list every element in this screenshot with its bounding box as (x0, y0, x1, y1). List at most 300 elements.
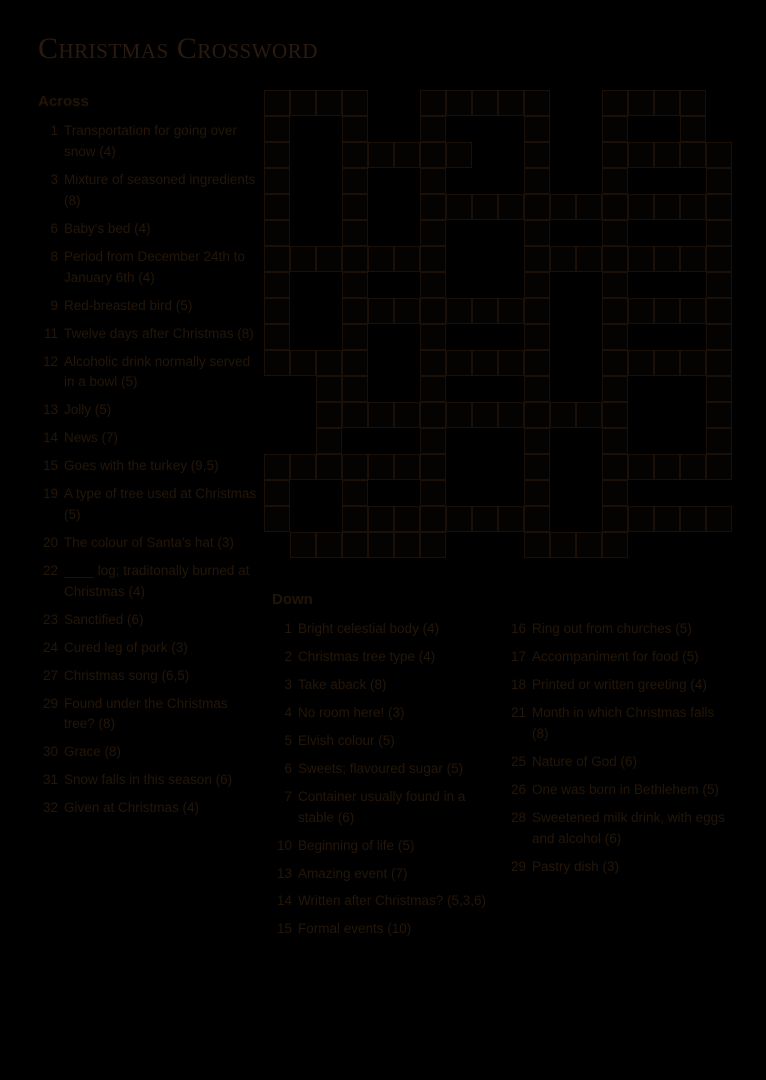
grid-cell[interactable] (264, 194, 290, 220)
grid-cell[interactable] (706, 168, 732, 194)
clue-number: 5 (284, 732, 292, 748)
grid-cell[interactable] (524, 142, 550, 168)
grid-cell[interactable] (628, 350, 654, 376)
grid-cell[interactable] (680, 454, 706, 480)
down-clue-list-2 (506, 619, 732, 877)
clue-item[interactable] (38, 533, 260, 554)
clue-text: Written after Christmas? (5,3,6) (298, 893, 487, 909)
grid-cell[interactable] (264, 350, 290, 376)
clue-number: 22 (42, 562, 58, 578)
grid-cell[interactable] (524, 506, 550, 532)
clue-text: Bright celestial body (4) (298, 621, 440, 637)
grid-cell[interactable] (420, 532, 446, 558)
grid-cell[interactable] (472, 194, 498, 220)
grid-cell[interactable] (602, 246, 628, 272)
grid-cell[interactable] (342, 350, 368, 376)
grid-cell[interactable] (290, 350, 316, 376)
grid-cell[interactable] (654, 506, 680, 532)
clue-number: 28 (510, 809, 526, 825)
grid-cell[interactable] (654, 298, 680, 324)
clue-text: Ring out from churches (5) (532, 621, 692, 637)
grid-cell[interactable] (602, 272, 628, 298)
grid-cell[interactable] (420, 194, 446, 220)
clue-number: 10 (276, 837, 292, 853)
clue-item[interactable] (272, 787, 494, 829)
clue-number: 27 (42, 667, 58, 683)
grid-cell[interactable] (602, 428, 628, 454)
clue-number: 7 (284, 788, 292, 804)
grid-cell[interactable] (576, 246, 602, 272)
clue-item[interactable] (38, 456, 260, 477)
grid-cell[interactable] (420, 428, 446, 454)
grid-cell[interactable] (446, 90, 472, 116)
grid-cell[interactable] (498, 350, 524, 376)
grid-cell[interactable] (420, 116, 446, 142)
clue-text: Transportation for going over snow (4) (64, 123, 237, 160)
grid-cell[interactable] (706, 428, 732, 454)
grid-cell[interactable] (446, 402, 472, 428)
clue-text: Sweetened milk drink, with eggs and alcohol (6) (532, 809, 725, 846)
grid-cell[interactable] (706, 272, 732, 298)
clue-item[interactable] (38, 247, 260, 289)
grid-cell[interactable] (550, 402, 576, 428)
grid-cell[interactable] (524, 454, 550, 480)
grid-cell[interactable] (342, 506, 368, 532)
down-clue-list-1 (272, 619, 494, 940)
grid-cell[interactable] (264, 142, 290, 168)
grid-cell[interactable] (602, 532, 628, 558)
grid-cell[interactable] (420, 376, 446, 402)
clue-text: Pastry dish (3) (532, 858, 620, 874)
grid-cell[interactable] (316, 376, 342, 402)
clue-text: Mixture of seasoned ingredients (8) (64, 172, 256, 209)
clue-number: 13 (276, 865, 292, 881)
grid-cell[interactable] (316, 454, 342, 480)
grid-cell[interactable] (498, 194, 524, 220)
grid-cell[interactable] (498, 298, 524, 324)
grid-cell[interactable] (472, 402, 498, 428)
grid-cell[interactable] (420, 168, 446, 194)
grid-cell[interactable] (524, 324, 550, 350)
clue-number: 30 (42, 744, 58, 760)
grid-cell[interactable] (680, 298, 706, 324)
clue-item[interactable] (272, 864, 494, 885)
grid-cell[interactable] (602, 324, 628, 350)
grid-cell[interactable] (420, 298, 446, 324)
grid-cell[interactable] (472, 506, 498, 532)
grid-cell[interactable] (550, 246, 576, 272)
grid-cell[interactable] (602, 194, 628, 220)
grid-cell[interactable] (680, 506, 706, 532)
grid-cell[interactable] (680, 350, 706, 376)
grid-cell[interactable] (342, 90, 368, 116)
clue-item[interactable] (38, 121, 260, 163)
clue-item[interactable] (506, 647, 732, 668)
clue-item[interactable] (506, 703, 732, 745)
clue-number: 21 (510, 705, 526, 721)
grid-cell[interactable] (368, 142, 394, 168)
grid-cell[interactable] (472, 90, 498, 116)
clue-text: Twelve days after Christmas (8) (64, 325, 254, 341)
grid-cell[interactable] (680, 90, 706, 116)
clue-item[interactable] (506, 857, 732, 878)
grid-cell[interactable] (498, 506, 524, 532)
grid-cell[interactable] (264, 480, 290, 506)
clue-item[interactable] (38, 638, 260, 659)
grid-cell[interactable] (602, 506, 628, 532)
clue-number: 15 (42, 458, 58, 474)
grid-cell[interactable] (342, 480, 368, 506)
clue-number: 3 (284, 677, 292, 693)
clue-item[interactable] (506, 808, 732, 850)
grid-cell[interactable] (602, 402, 628, 428)
clue-item[interactable] (38, 694, 260, 736)
grid-cell[interactable] (394, 506, 420, 532)
clue-text: Accompaniment for food (5) (532, 649, 699, 665)
grid-cell[interactable] (524, 272, 550, 298)
clue-item[interactable] (38, 484, 260, 526)
grid-cell[interactable] (342, 168, 368, 194)
grid-cell[interactable] (420, 350, 446, 376)
grid-cell[interactable] (342, 246, 368, 272)
grid-cell[interactable] (342, 142, 368, 168)
grid-cell[interactable] (446, 142, 472, 168)
clue-number: 32 (42, 800, 58, 816)
clue-number: 14 (42, 430, 58, 446)
grid-cell[interactable] (420, 272, 446, 298)
grid-cell[interactable] (524, 298, 550, 324)
clue-number: 6 (284, 760, 292, 776)
grid-cell[interactable] (628, 454, 654, 480)
clue-text: One was born in Bethlehem (5) (532, 781, 719, 797)
clue-item[interactable] (38, 610, 260, 631)
grid-cell[interactable] (342, 272, 368, 298)
clue-item[interactable] (38, 770, 260, 791)
clue-number: 9 (50, 297, 58, 313)
clue-text: Red-breasted bird (5) (64, 297, 193, 313)
grid-cell[interactable] (524, 532, 550, 558)
clue-number: 17 (510, 649, 526, 665)
clue-number: 29 (42, 695, 58, 711)
clue-text: Take aback (8) (298, 677, 387, 693)
grid-cell[interactable] (316, 532, 342, 558)
clue-number: 14 (276, 893, 292, 909)
clue-text: The colour of Santa's hat (3) (64, 535, 234, 550)
grid-cell[interactable] (524, 168, 550, 194)
grid-cell[interactable] (628, 194, 654, 220)
grid-cell[interactable] (524, 246, 550, 272)
across-heading: Across (38, 93, 89, 110)
grid-cell[interactable] (342, 324, 368, 350)
grid-cell[interactable] (706, 220, 732, 246)
clue-number: 13 (42, 402, 58, 418)
grid-cell[interactable] (524, 194, 550, 220)
grid-cell[interactable] (420, 142, 446, 168)
grid-cell[interactable] (368, 454, 394, 480)
grid-cell[interactable] (472, 350, 498, 376)
clue-text: News (7) (64, 430, 119, 446)
grid-cell[interactable] (342, 402, 368, 428)
grid-cell[interactable] (342, 454, 368, 480)
grid-cell[interactable] (524, 480, 550, 506)
grid-cell[interactable] (446, 194, 472, 220)
grid-cell[interactable] (368, 506, 394, 532)
grid-cell[interactable] (602, 376, 628, 402)
grid-cell[interactable] (654, 246, 680, 272)
grid-cell[interactable] (602, 298, 628, 324)
grid-cell[interactable] (602, 142, 628, 168)
clue-number: 3 (50, 172, 58, 188)
grid-cell[interactable] (576, 532, 602, 558)
grid-cell[interactable] (654, 90, 680, 116)
grid-cell[interactable] (602, 90, 628, 116)
grid-cell[interactable] (342, 220, 368, 246)
grid-cell[interactable] (550, 532, 576, 558)
grid-cell[interactable] (420, 402, 446, 428)
grid-cell[interactable] (368, 246, 394, 272)
grid-cell[interactable] (602, 220, 628, 246)
clue-text: Sanctified (6) (64, 611, 144, 627)
clue-text: Christmas tree type (4) (298, 649, 436, 665)
clue-text: Sweets; flavoured sugar (5) (298, 760, 464, 776)
grid-cell[interactable] (524, 350, 550, 376)
grid-cell[interactable] (628, 246, 654, 272)
clue-item[interactable] (272, 647, 494, 668)
clue-text: Elvish colour (5) (298, 732, 395, 748)
clue-number: 18 (510, 677, 526, 693)
grid-cell[interactable] (602, 350, 628, 376)
grid-cell[interactable] (524, 90, 550, 116)
grid-cell[interactable] (420, 246, 446, 272)
grid-cell[interactable] (394, 142, 420, 168)
clue-number: 2 (284, 649, 292, 665)
clue-item[interactable] (506, 780, 732, 801)
grid-cell[interactable] (290, 532, 316, 558)
clue-number: 24 (42, 639, 58, 655)
clue-item[interactable] (272, 619, 494, 640)
clue-item[interactable] (506, 619, 732, 640)
grid-cell[interactable] (706, 194, 732, 220)
grid-cell[interactable] (602, 454, 628, 480)
grid-cell[interactable] (394, 402, 420, 428)
clue-item[interactable] (272, 759, 494, 780)
grid-cell[interactable] (602, 116, 628, 142)
grid-cell[interactable] (394, 298, 420, 324)
clue-item[interactable] (38, 170, 260, 212)
grid-cell[interactable] (706, 142, 732, 168)
clue-item[interactable] (506, 752, 732, 773)
grid-cell[interactable] (264, 90, 290, 116)
grid-cell[interactable] (394, 246, 420, 272)
clue-number: 15 (276, 921, 292, 937)
page-title: Christmas Crossword (38, 32, 318, 65)
grid-cell[interactable] (680, 194, 706, 220)
grid-cell[interactable] (290, 246, 316, 272)
clue-item[interactable] (38, 428, 260, 449)
grid-cell[interactable] (264, 246, 290, 272)
clue-text: A type of tree used at Christmas (5) (64, 486, 257, 523)
clue-text: Baby's bed (4) (64, 220, 151, 236)
clue-text: Nature of God (6) (532, 753, 638, 769)
clue-text: Month in which Christmas falls (8) (532, 705, 715, 741)
clue-item[interactable] (272, 703, 494, 724)
clue-text: Alcoholic drink normally served in a bowl (5) (64, 353, 251, 390)
across-clue-list (38, 121, 260, 819)
clue-number: 23 (42, 611, 58, 627)
grid-cell[interactable] (368, 402, 394, 428)
grid-cell[interactable] (420, 324, 446, 350)
clue-number: 12 (42, 353, 58, 369)
down-heading: Down (272, 591, 313, 608)
grid-cell[interactable] (628, 90, 654, 116)
clue-item[interactable] (272, 675, 494, 696)
grid-cell[interactable] (394, 532, 420, 558)
clue-number: 11 (43, 325, 58, 341)
grid-cell[interactable] (628, 506, 654, 532)
grid-cell[interactable] (576, 194, 602, 220)
grid-cell[interactable] (368, 532, 394, 558)
grid-cell[interactable] (342, 298, 368, 324)
clue-number: 8 (50, 248, 58, 264)
down-clues-column-2 (506, 588, 732, 884)
grid-cell[interactable] (472, 298, 498, 324)
grid-cell[interactable] (654, 350, 680, 376)
grid-cell[interactable] (446, 350, 472, 376)
grid-cell[interactable] (706, 376, 732, 402)
grid-cell[interactable] (264, 454, 290, 480)
grid-cell[interactable] (680, 142, 706, 168)
grid-cell[interactable] (680, 246, 706, 272)
grid-cell[interactable] (264, 506, 290, 532)
grid-cell[interactable] (316, 90, 342, 116)
grid-cell[interactable] (706, 506, 732, 532)
grid-cell[interactable] (394, 454, 420, 480)
grid-cell[interactable] (342, 194, 368, 220)
grid-cell[interactable] (342, 116, 368, 142)
clue-text: Christmas song (6,5) (64, 667, 190, 683)
clue-item[interactable] (38, 742, 260, 763)
grid-cell[interactable] (264, 298, 290, 324)
grid-cell[interactable] (628, 298, 654, 324)
grid-cell[interactable] (550, 194, 576, 220)
grid-cell[interactable] (342, 376, 368, 402)
grid-cell[interactable] (706, 246, 732, 272)
grid-cell[interactable] (576, 402, 602, 428)
grid-cell[interactable] (264, 272, 290, 298)
grid-cell[interactable] (446, 506, 472, 532)
grid-cell[interactable] (524, 428, 550, 454)
grid-cell[interactable] (368, 298, 394, 324)
grid-cell[interactable] (628, 142, 654, 168)
clue-text: Grace (8) (64, 744, 122, 760)
grid-cell[interactable] (290, 454, 316, 480)
grid-cell[interactable] (316, 350, 342, 376)
grid-cell[interactable] (342, 532, 368, 558)
across-clues-column (38, 90, 260, 826)
clue-text: Found under the Christmas tree? (8) (64, 695, 228, 732)
clue-item[interactable] (272, 891, 494, 912)
grid-cell[interactable] (264, 168, 290, 194)
clue-text: Given at Christmas (4) (64, 800, 200, 816)
clue-item[interactable] (38, 666, 260, 687)
grid-cell[interactable] (706, 298, 732, 324)
grid-cell[interactable] (420, 90, 446, 116)
grid-cell[interactable] (654, 194, 680, 220)
grid-cell[interactable] (524, 116, 550, 142)
clue-item[interactable] (272, 731, 494, 752)
clue-number: 20 (42, 535, 58, 550)
clue-number: 6 (50, 220, 58, 236)
clue-number: 1 (50, 123, 58, 139)
clue-text: Goes with the turkey (9,5) (64, 458, 219, 474)
clue-text: Amazing event (7) (298, 865, 408, 881)
grid-cell[interactable] (602, 480, 628, 506)
clue-text: Printed or written greeting (4) (532, 677, 707, 693)
grid-cell[interactable] (420, 454, 446, 480)
clue-text: Cured leg of pork (3) (64, 639, 188, 655)
grid-cell[interactable] (706, 324, 732, 350)
grid-cell[interactable] (706, 402, 732, 428)
grid-cell[interactable] (316, 402, 342, 428)
grid-cell[interactable] (524, 376, 550, 402)
clue-item[interactable] (506, 675, 732, 696)
clue-item[interactable] (38, 219, 260, 240)
grid-cell[interactable] (706, 350, 732, 376)
grid-cell[interactable] (264, 116, 290, 142)
clue-number: 26 (510, 781, 526, 797)
clue-number: 4 (284, 705, 292, 721)
grid-cell[interactable] (420, 480, 446, 506)
grid-cell[interactable] (654, 142, 680, 168)
grid-cell[interactable] (420, 220, 446, 246)
grid-cell[interactable] (290, 90, 316, 116)
clue-text: Beginning of life (5) (298, 837, 415, 853)
grid-cell[interactable] (498, 402, 524, 428)
grid-cell[interactable] (498, 90, 524, 116)
grid-cell[interactable] (446, 298, 472, 324)
grid-cell[interactable] (654, 454, 680, 480)
clue-text: Jolly (5) (64, 402, 112, 418)
grid-cell[interactable] (264, 220, 290, 246)
clue-item[interactable] (38, 352, 260, 394)
grid-cell[interactable] (316, 428, 342, 454)
clue-item[interactable] (38, 400, 260, 421)
crossword-grid[interactable] (264, 90, 730, 556)
clue-item[interactable] (38, 324, 260, 345)
grid-cell[interactable] (706, 454, 732, 480)
grid-cell[interactable] (524, 402, 550, 428)
clue-number: 31 (42, 772, 58, 788)
grid-cell[interactable] (264, 324, 290, 350)
clue-item[interactable] (272, 836, 494, 857)
grid-cell[interactable] (420, 506, 446, 532)
grid-cell[interactable] (524, 220, 550, 246)
clue-item[interactable] (38, 296, 260, 317)
clue-number: 16 (510, 621, 526, 637)
grid-cell[interactable] (680, 116, 706, 142)
grid-cell[interactable] (602, 168, 628, 194)
clue-item[interactable] (272, 919, 494, 940)
clue-number: 19 (42, 486, 58, 502)
clue-number: 1 (284, 621, 292, 637)
clue-text: Period from December 24th to January 6th (4) (64, 248, 245, 285)
clue-item[interactable] (38, 798, 260, 819)
clue-item[interactable] (38, 561, 260, 603)
clue-number: 29 (510, 858, 526, 874)
clue-text: Formal events (10) (298, 921, 412, 937)
grid-cell[interactable] (316, 246, 342, 272)
clue-text: Snow falls in this season (6) (64, 772, 233, 788)
